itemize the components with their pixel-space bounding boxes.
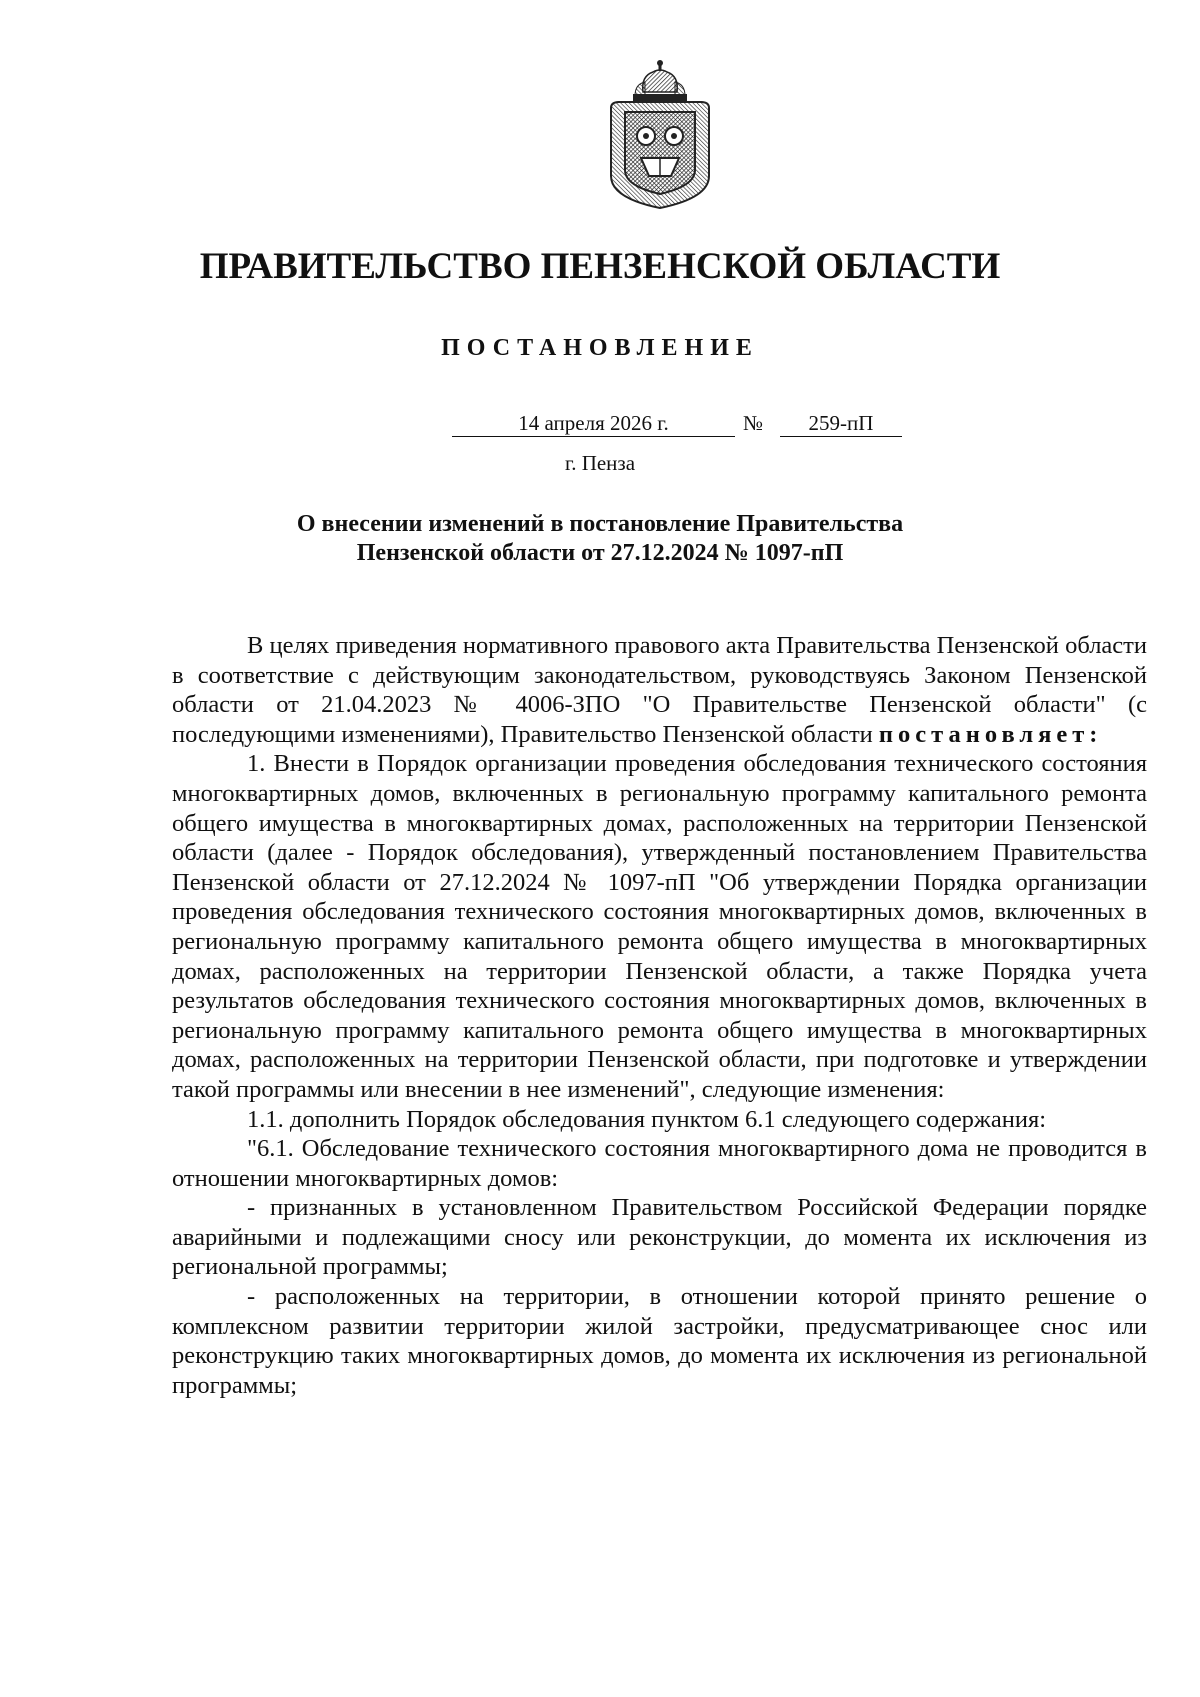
- list-item: - признанных в установленном Правительством Российской Федерации порядке аварийными и подлежащими сносу или реконструкции, до момента их исключения из региональной программы;: [172, 1194, 1147, 1281]
- document-number: 259-пП: [780, 410, 902, 437]
- document-date: 14 апреля 2026 г.: [452, 410, 735, 437]
- paragraph-6-1: "6.1. Обследование технического состояния многоквартирного дома не проводится в отношении многоквартирных домов:: [172, 1135, 1147, 1192]
- number-sign: №: [743, 411, 764, 435]
- list-item: - расположенных на территории, в отношении которой принято решение о комплексном развитии территории жилой застройки, предусматривающее снос или реконструкцию таких многоквартирных домов, до момента их исключения из региональной программы;: [172, 1283, 1147, 1399]
- crown-icon: [633, 60, 687, 101]
- paragraph-1-1: 1.1. дополнить Порядок обследования пунктом 6.1 следующего содержания:: [247, 1105, 1047, 1133]
- decree-word: постановляет:: [878, 720, 1103, 748]
- subject-line-2: Пензенской области от 27.12.2024 № 1097-пП: [356, 540, 844, 566]
- date-number-row: [452, 410, 902, 440]
- paragraph-1: 1. Внести в Порядок организации проведения обследования технического состояния многоквартирных домов, включенных в региональную программу капитального ремонта общего имущества в многоквартирных домах, расположенных на территории Пензенской области (далее - Порядок обследования), утвержденный постановлением Правительства Пензенской области от 27.12.2024 № 1097-пП "Об утверждении Порядка организации проведения обследования технического состояния многоквартирных домов, включенных в региональную программу капитального ремонта общего имущества в многоквартирных домах, расположенных на территории Пензенской области, а также Порядка учета результатов обследования технического состояния многоквартирных домов, включенных в региональную программу капитального ремонта общего имущества в многоквартирных домах, расположенных на территории Пензенской области, при подготовке и утверждении такой программы или внесении в нее изменений", следующие изменения:: [172, 750, 1147, 1103]
- document-subject: [170, 510, 1030, 568]
- preamble-text: В целях приведения нормативного правового акта Правительства Пензенской области в соответствие с действующим законодательством, руководствуясь Законом Пензенской области от 21.04.2023 № 4006-ЗПО "О Правительстве Пензенской области" (с последующими изменениями), Правительство Пензенской области: [172, 632, 1147, 748]
- preamble-paragraph: [172, 631, 1147, 749]
- subject-line-1: О внесении изменений в постановление Правительства: [296, 511, 904, 537]
- coat-of-arms-emblem: [605, 58, 715, 210]
- shield-icon: [611, 102, 709, 208]
- city: г. Пенза: [564, 451, 636, 475]
- document-body: [172, 631, 1147, 1400]
- document-type: ПОСТАНОВЛЕНИЕ: [441, 335, 759, 361]
- government-title: ПРАВИТЕЛЬСТВО ПЕНЗЕНСКОЙ ОБЛАСТИ: [199, 246, 1001, 287]
